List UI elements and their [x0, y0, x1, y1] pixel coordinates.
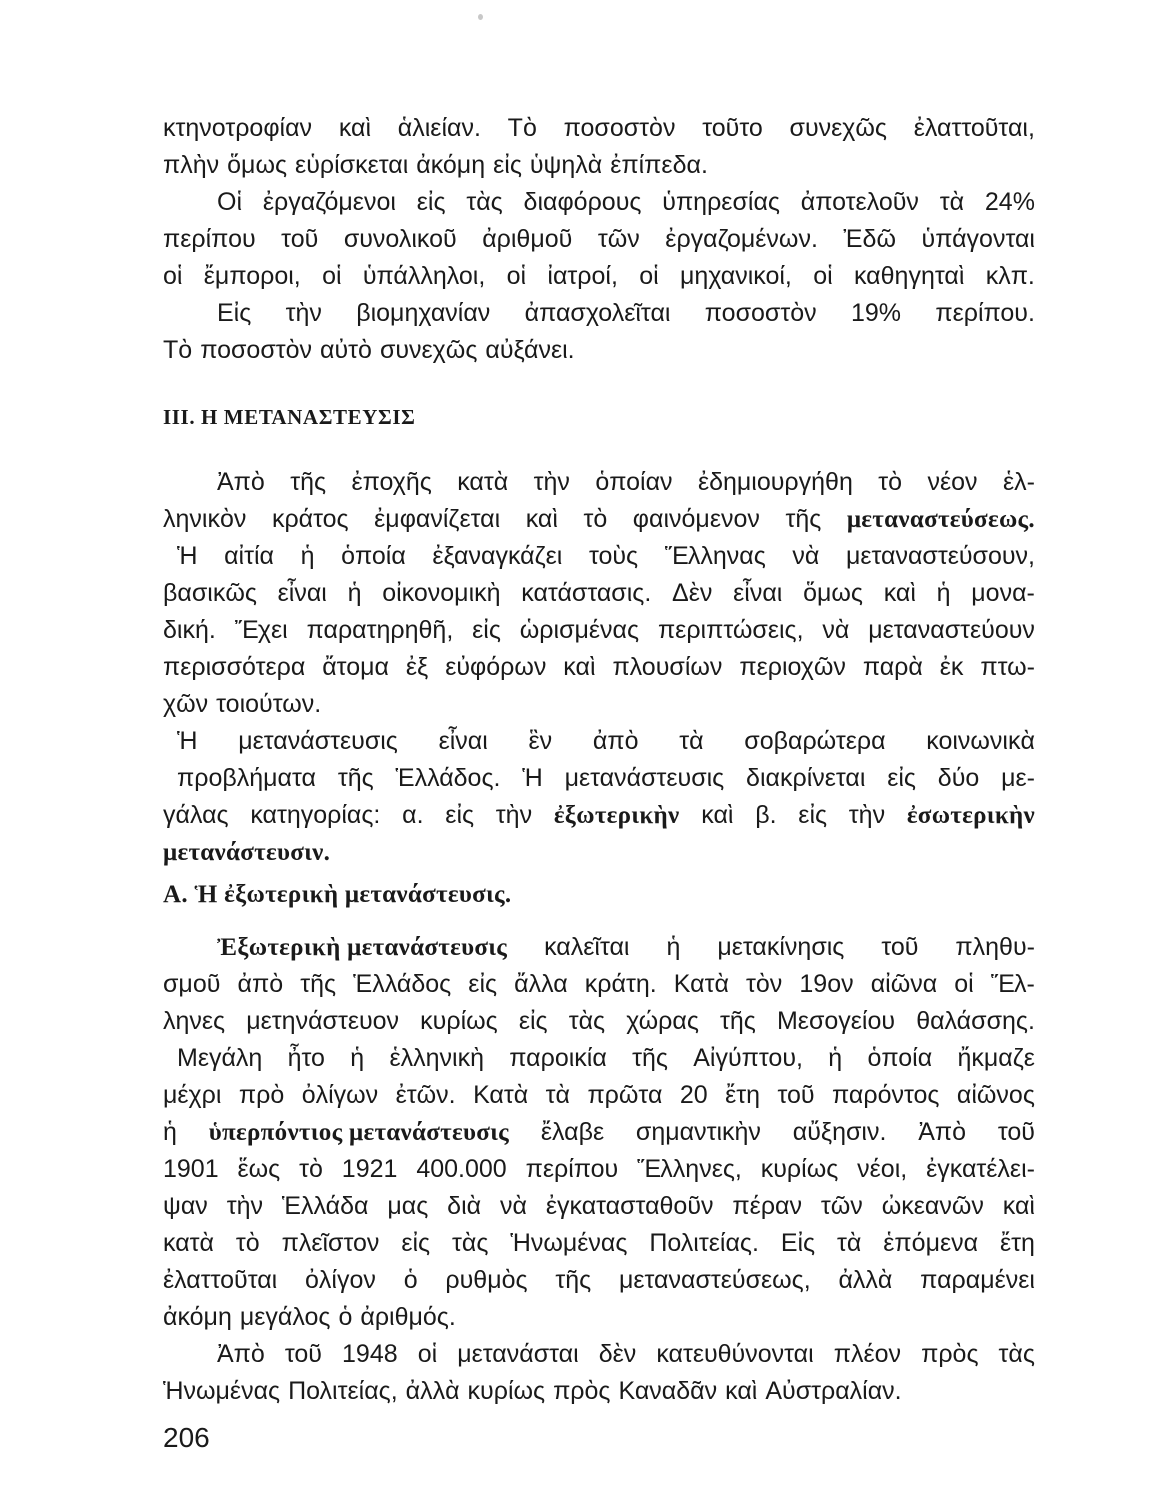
word: ἐπίπεδα. — [610, 151, 708, 179]
word: τοῦ — [281, 225, 319, 253]
word: δὲν — [598, 1340, 637, 1368]
word: τοῦ — [881, 933, 919, 961]
word: ἐτῶν. — [395, 1081, 456, 1109]
word: τὴν — [285, 299, 322, 327]
word: κατὰ — [457, 468, 509, 496]
word: βιομηχανίαν — [356, 299, 491, 327]
word: ἐλαττοῦται, — [913, 114, 1035, 142]
word: ὑπάγονται — [921, 225, 1035, 253]
word: Δὲν — [672, 579, 713, 607]
word: Κατὰ — [673, 970, 729, 998]
word: μέχρι — [163, 1081, 222, 1109]
word: παροικία — [509, 1044, 607, 1072]
word: ὁποία — [867, 1044, 933, 1072]
word: περισσότερα — [163, 653, 306, 681]
word: οἱ — [417, 1340, 438, 1368]
word: μετακίνησις — [717, 933, 845, 961]
word: ἕως — [237, 1155, 281, 1183]
word: εἰς — [518, 1007, 548, 1035]
word: Μεσογείου — [776, 1007, 896, 1035]
page-number: 206 — [163, 1422, 210, 1453]
word: ἀλλὰ — [405, 1377, 460, 1405]
word: Ἑλλάδος. — [395, 764, 501, 792]
word: ἡ — [936, 579, 951, 607]
word: Εἰς — [217, 299, 252, 327]
word: αὐτὸ — [320, 336, 372, 364]
word: μεγάλος — [239, 1303, 331, 1331]
word: ἀριθμός. — [360, 1303, 456, 1331]
word: Κατὰ — [473, 1081, 529, 1109]
word: κτηνοτροφίαν — [163, 114, 313, 142]
word: ἡ — [666, 933, 681, 961]
word: θαλάσσης. — [916, 1007, 1035, 1035]
word: Τὸ — [507, 114, 537, 142]
word: 20 — [679, 1081, 708, 1109]
text-line — [163, 1040, 1035, 1077]
word: τοῦτο — [702, 114, 763, 142]
word: ἐγκατέλει- — [926, 1155, 1035, 1183]
word: τοιούτων. — [216, 690, 322, 718]
word: περίπου — [525, 1155, 619, 1183]
word: ἦτο — [287, 1044, 325, 1072]
word: πλέον — [833, 1340, 902, 1368]
text-line — [163, 110, 1035, 147]
word: ἐμφανίζεται — [374, 505, 501, 533]
text-line — [163, 1114, 1035, 1151]
word: Οἱ — [217, 188, 242, 216]
word: τὰς — [452, 1229, 489, 1257]
text-line — [163, 1336, 1035, 1373]
word: τῆς — [720, 1007, 756, 1035]
word: εὐφόρων — [445, 653, 547, 681]
text-line — [163, 760, 1035, 797]
word: Ἐδῶ — [843, 225, 896, 253]
word: κατάστασις. — [521, 579, 652, 607]
word: ὁ — [338, 1303, 353, 1331]
word: δική. — [163, 616, 216, 644]
word: οἱ — [813, 262, 833, 290]
word: τῆς — [337, 764, 374, 792]
word: πλουσίων — [612, 653, 723, 681]
word: εἰς — [798, 801, 828, 829]
word: καὶ — [1002, 1192, 1035, 1220]
word: εἰς — [445, 801, 475, 829]
word: χῶν — [163, 690, 209, 718]
word: ἡ — [350, 1044, 365, 1072]
word: ἓν — [528, 727, 553, 755]
word: αὔξησιν. — [792, 1118, 887, 1146]
paragraph-block-1 — [163, 110, 1035, 369]
word: μεταναστεύσουν, — [845, 542, 1035, 570]
word: κράτος — [271, 505, 349, 533]
text-line — [163, 332, 1035, 369]
word: Πολιτείας. — [649, 1229, 759, 1257]
word: β. — [755, 801, 777, 829]
word: πέραν — [732, 1192, 802, 1220]
word: οἱ — [322, 262, 342, 290]
word: Πολιτείας, — [288, 1377, 398, 1405]
word: καὶ — [563, 653, 596, 681]
text-line — [163, 575, 1035, 612]
word: νέον — [927, 468, 978, 496]
word: τοῦ — [777, 1081, 815, 1109]
word: 1901 — [163, 1155, 219, 1183]
word: αἰῶνα — [870, 970, 938, 998]
word: περιοχῶν — [739, 653, 846, 681]
speck-mark — [478, 14, 483, 20]
word: Ἑλλάδα — [281, 1192, 369, 1220]
word: τὸ — [583, 505, 608, 533]
word: Μεγάλη — [177, 1044, 263, 1072]
word: καὶ — [525, 505, 558, 533]
word: ποσοστὸν — [704, 299, 817, 327]
text-line — [163, 1077, 1035, 1114]
word: πλὴν — [163, 151, 220, 179]
section-heading-iii: ΙΙΙ. Η ΜΕΤΑΝΑΣΤΕΥΣΙΣ — [163, 405, 416, 429]
word: Ἕλ- — [990, 970, 1035, 998]
word: τὸ — [878, 468, 903, 496]
word: ἀποτελοῦν — [800, 188, 919, 216]
word: εἰς — [416, 188, 446, 216]
word: πρὸς — [921, 1340, 979, 1368]
word: εὑρίσκεται — [295, 151, 409, 179]
word: καὶ — [725, 1377, 758, 1405]
word: ἐλαττοῦται — [163, 1266, 278, 1294]
bold-term: ἐσωτερικὴν — [906, 802, 1035, 829]
word: ἐξ — [405, 653, 429, 681]
word: ληνικὸν — [163, 505, 247, 533]
word: μεταναστεύουν — [868, 616, 1035, 644]
word: οἱ — [954, 970, 974, 998]
word: ὁποία — [341, 542, 406, 570]
word: ὁποίαν — [595, 468, 673, 496]
text-line — [163, 464, 1035, 501]
text-line — [163, 1373, 1035, 1410]
word: σοβαρώτερα — [744, 727, 886, 755]
word: κατευθύνονται — [656, 1340, 814, 1368]
text-line — [163, 834, 1035, 871]
word: με- — [1001, 764, 1035, 792]
word: νὰ — [822, 616, 850, 644]
word: οἰκονομικὴ — [382, 579, 501, 607]
word: ἑπόμενα — [883, 1229, 979, 1257]
word: γάλας — [163, 801, 229, 829]
word: τοῦ — [997, 1118, 1035, 1146]
word: Ἡνωμένας — [163, 1377, 281, 1405]
word: κατηγορίας: — [250, 801, 381, 829]
word: α. — [402, 801, 424, 829]
word: τῶν — [820, 1192, 863, 1220]
text-line — [163, 501, 1035, 538]
word: διὰ — [447, 1192, 482, 1220]
word: ἡ — [163, 1118, 177, 1146]
text-line — [163, 929, 1035, 966]
word: κλπ. — [985, 262, 1035, 290]
paragraph-block-3 — [163, 929, 1035, 1410]
word: ἑλληνικὴ — [389, 1044, 484, 1072]
text-line — [163, 295, 1035, 332]
word: Ἀπὸ — [217, 468, 265, 496]
bold-term: μετανάστευσιν. — [163, 839, 331, 866]
text-line — [163, 966, 1035, 1003]
word: εἰς — [493, 151, 522, 179]
text-line — [163, 649, 1035, 686]
word: μεταναστεύσεως, — [618, 1266, 811, 1294]
word: ἡ — [300, 542, 315, 570]
word: καθηγηταὶ — [853, 262, 965, 290]
word: μετανάσται — [457, 1340, 579, 1368]
word: 19ον — [799, 970, 854, 998]
word: ἁλιείαν. — [397, 114, 481, 142]
word: καὶ — [338, 114, 372, 142]
word: εἶναι — [277, 579, 327, 607]
word: ἐργαζομένων. — [665, 225, 818, 253]
word: Αὐστραλίαν. — [765, 1377, 902, 1405]
text-line — [163, 1188, 1035, 1225]
word: κοινωνικὰ — [926, 727, 1035, 755]
word: ὑψηλὰ — [529, 151, 603, 179]
word: πληθυ- — [955, 933, 1035, 961]
word: χώρας — [626, 1007, 699, 1035]
word: καὶ — [701, 801, 734, 829]
text-line — [163, 258, 1035, 295]
word: ἰατροί, — [547, 262, 618, 290]
word: τῆς — [555, 1266, 592, 1294]
word: εἶναι — [438, 727, 488, 755]
word: αἰῶνος — [956, 1081, 1035, 1109]
word: ἔτη — [725, 1081, 761, 1109]
word: ὑπάλληλοι, — [362, 262, 486, 290]
word: προβλήματα — [177, 764, 316, 792]
word: εἰς — [401, 1229, 431, 1257]
word: εἰς — [472, 616, 501, 644]
word: Ἡ — [177, 542, 198, 570]
word: ὑπηρεσίας — [662, 188, 780, 216]
word: τῶν — [597, 225, 640, 253]
word: τὴν — [533, 468, 570, 496]
word: ὅμως — [227, 151, 288, 179]
word: κυρίως — [467, 1377, 546, 1405]
word: οἱ — [639, 262, 659, 290]
word: τὰ — [545, 1081, 570, 1109]
text-line — [163, 1003, 1035, 1040]
word: μονα- — [971, 579, 1035, 607]
word: ἀπὸ — [237, 970, 284, 998]
word: ἔμποροι, — [203, 262, 301, 290]
word: παρατηρηθῆ, — [306, 616, 454, 644]
word: διακρίνεται — [746, 764, 866, 792]
word: ποσοστὸν — [200, 336, 313, 364]
word: 1921 — [341, 1155, 398, 1183]
word: διαφόρους — [523, 188, 642, 216]
word: εἶναι — [733, 579, 783, 607]
word: μηχανικοί, — [680, 262, 792, 290]
word: τὴν — [226, 1192, 263, 1220]
word: ἔτη — [1000, 1229, 1035, 1257]
word: ποσοστὸν — [563, 114, 676, 142]
word: πρὸς — [553, 1377, 611, 1405]
word: ὅμως — [803, 579, 863, 607]
word: ἐκ — [939, 653, 964, 681]
word: τὴν — [848, 801, 886, 829]
text-line — [163, 686, 1035, 723]
word: Ἑλλάδος — [353, 970, 452, 998]
word: Ἡνωμένας — [510, 1229, 628, 1257]
text-line — [163, 1262, 1035, 1299]
word: ληνες — [163, 1007, 226, 1035]
word: ψαν — [163, 1192, 208, 1220]
word: ἀπασχολεῖται — [524, 299, 671, 327]
word: Ἀπὸ — [918, 1118, 967, 1146]
word: ἐξαναγκάζει — [432, 542, 563, 570]
word: Ἕλληνας — [664, 542, 766, 570]
word: παρόντος — [832, 1081, 940, 1109]
text-line — [163, 1299, 1035, 1336]
word: κυρίως — [420, 1007, 498, 1035]
word: Ἡ — [177, 727, 198, 755]
word: ἐγκατασταθοῦν — [545, 1192, 714, 1220]
word: συνολικοῦ — [343, 225, 457, 253]
word: τῆς — [300, 970, 337, 998]
word: περίπου — [163, 225, 256, 253]
word: κατὰ — [163, 1229, 214, 1257]
word: βασικῶς — [163, 579, 257, 607]
word: Ἕλληνες, — [637, 1155, 742, 1183]
word: εἰς — [887, 764, 916, 792]
word: Ἀπὸ — [217, 1340, 265, 1368]
word: φαινόμενον — [632, 505, 760, 533]
word: πρὸ — [238, 1081, 285, 1109]
bold-term: ἐξωτερικὴν — [553, 802, 680, 829]
word: μετανάστευσις — [564, 764, 725, 792]
word: Καναδᾶν — [618, 1377, 718, 1405]
word: ἀλλὰ — [838, 1266, 893, 1294]
word: Αἰγύπτου, — [693, 1044, 803, 1072]
section-heading-a: Α. Ἡ ἐξωτερικὴ μετανάστευσις. — [163, 881, 512, 908]
word: δύο — [937, 764, 980, 792]
word: πρῶτα — [587, 1081, 663, 1109]
word: ὀλίγων — [301, 1081, 379, 1109]
word: ἔλαβε — [540, 1118, 605, 1146]
word: ἄτομα — [322, 653, 389, 681]
word: τὰ — [837, 1229, 862, 1257]
text-line — [163, 1151, 1035, 1188]
word: τὰ — [679, 727, 704, 755]
word: οἱ — [163, 262, 183, 290]
word: συνεχῶς — [379, 336, 478, 364]
word: ἄλλα — [514, 970, 568, 998]
word: ἀπὸ — [592, 727, 639, 755]
word: σμοῦ — [163, 970, 221, 998]
word: κράτη. — [584, 970, 657, 998]
word: ἀκόμη — [416, 151, 486, 179]
word: τὸν — [746, 970, 783, 998]
word: ἐργαζόμενοι — [262, 188, 396, 216]
word: ἡ — [828, 1044, 843, 1072]
word: νέοι, — [857, 1155, 908, 1183]
word: πλεῖστον — [281, 1229, 380, 1257]
word: ἀκόμη — [163, 1303, 232, 1331]
word: αὐξάνει. — [485, 336, 575, 364]
bold-term: μεταναστεύσεως. — [846, 506, 1035, 533]
text-line — [163, 1225, 1035, 1262]
paragraph-block-2 — [163, 464, 1035, 871]
word: τοῦ — [284, 1340, 322, 1368]
word: τῆς — [632, 1044, 668, 1072]
word: 400.000 — [416, 1155, 507, 1183]
text-line — [163, 612, 1035, 649]
bold-term: ὑπερπόντιος μετανάστευσις — [208, 1119, 510, 1146]
word: τῆς — [785, 505, 822, 533]
word: 24% — [984, 188, 1035, 216]
word: 1948 — [342, 1340, 398, 1368]
word: σημαντικὴν — [635, 1118, 761, 1146]
word: Τὸ — [163, 336, 193, 364]
word: τὰ — [939, 188, 965, 216]
text-line — [163, 538, 1035, 575]
word: ἤκμαζε — [957, 1044, 1035, 1072]
word: ὡρισμένας — [519, 616, 640, 644]
word: Ἡ — [522, 764, 543, 792]
word: κυρίως — [760, 1155, 839, 1183]
word: παραμένει — [920, 1266, 1035, 1294]
word: πτω- — [980, 653, 1035, 681]
word: τὸ — [235, 1229, 260, 1257]
word: περιπτώσεις, — [657, 616, 804, 644]
word: οἱ — [506, 262, 527, 290]
word: ὠκεανῶν — [881, 1192, 984, 1220]
word: περίπου. — [935, 299, 1035, 327]
word: παρὰ — [862, 653, 923, 681]
word: τὴν — [495, 801, 533, 829]
word: ἀριθμοῦ — [482, 225, 573, 253]
word: αἰτία — [224, 542, 274, 570]
word: νὰ — [792, 542, 820, 570]
word: ἐδημιουργήθη — [697, 468, 853, 496]
word: εἰς — [468, 970, 498, 998]
word: τὰς — [998, 1340, 1035, 1368]
word: ἑλ- — [1002, 468, 1035, 496]
word: τὰς — [568, 1007, 606, 1035]
word: συνεχῶς — [789, 114, 887, 142]
word: 19% — [850, 299, 901, 327]
text-line — [163, 221, 1035, 258]
word: νὰ — [500, 1192, 527, 1220]
word: τὰς — [466, 188, 503, 216]
text-line — [163, 184, 1035, 221]
word: ὀλίγον — [305, 1266, 376, 1294]
word: ὁ — [403, 1266, 418, 1294]
word: Ἔχει — [234, 616, 288, 644]
word: καλεῖται — [544, 933, 630, 961]
word: μας — [387, 1192, 429, 1220]
text-line — [163, 797, 1035, 834]
word: μετηνάστευον — [246, 1007, 400, 1035]
text-line — [163, 147, 1035, 184]
word: ἡ — [347, 579, 362, 607]
word: τὸ — [299, 1155, 323, 1183]
word: μετανάστευσις — [238, 727, 398, 755]
word: Εἰς — [780, 1229, 816, 1257]
word: τῆς — [290, 468, 327, 496]
word: τοὺς — [588, 542, 639, 570]
bold-term: Ἐξωτερικὴ μετανάστευσις — [217, 934, 508, 961]
word: καὶ — [883, 579, 916, 607]
word: ἐποχῆς — [351, 468, 432, 496]
text-line — [163, 723, 1035, 760]
word: ρυθμὸς — [445, 1266, 528, 1294]
